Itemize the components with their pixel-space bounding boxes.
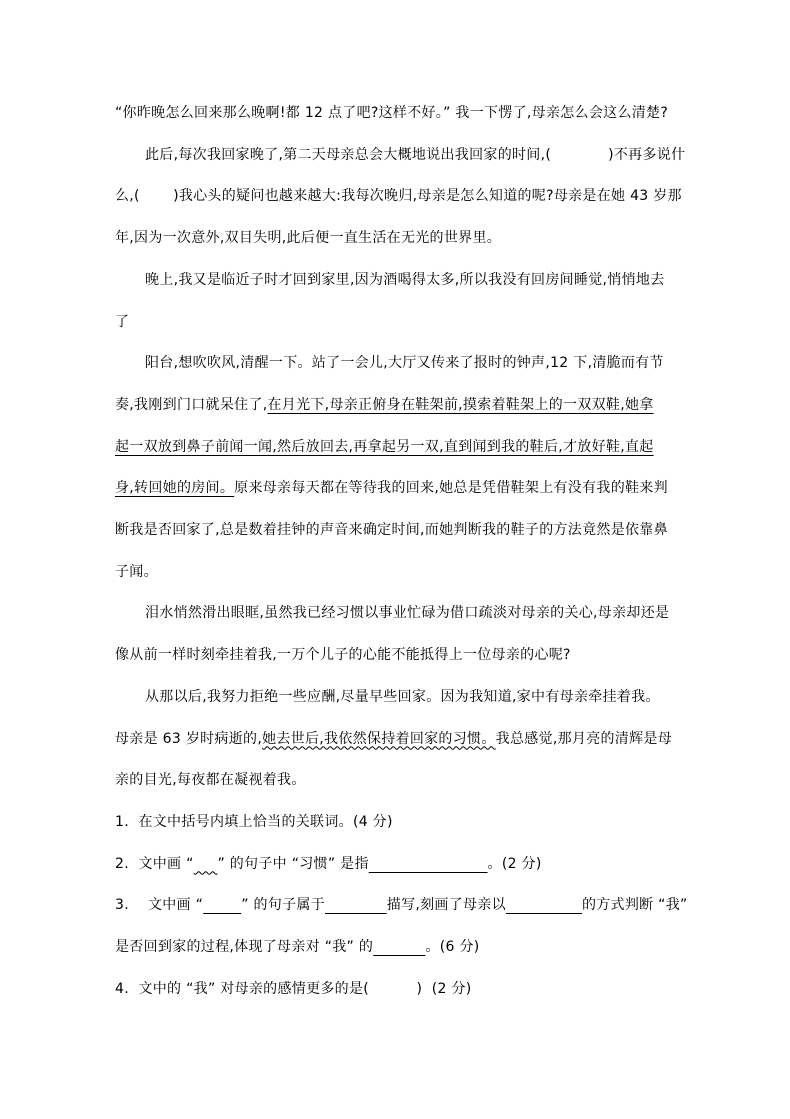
text-run: 。(6 分) <box>425 939 480 956</box>
text-run: 1. 在文中括号内填上恰当的关联词。(4 分) <box>115 813 393 830</box>
text-run: 年,因为一次意外,双目失明,此后便一直生活在无光的世界里。 <box>115 230 502 247</box>
text-run: 阳台,想吹吹风,清醒一下。站了一会儿,大厅又传来了报时的钟声,12 下,清脆而有节 <box>145 355 664 372</box>
question-line <box>115 844 700 886</box>
question-line <box>115 969 700 1011</box>
passage-line <box>115 135 700 177</box>
text-run: 母亲是 63 岁时病逝的, <box>115 730 263 747</box>
passage-line <box>115 552 700 594</box>
questions-section <box>115 802 700 1011</box>
text-run: 。(2 分) <box>487 855 542 872</box>
passage-line <box>115 677 700 719</box>
passage-line <box>115 302 700 344</box>
text-run: “你昨晚怎么回来那么晚啊!都 12 点了吧?这样不好。” 我一下愣了,母亲怎么会这么清楚? <box>115 105 669 121</box>
text-run: 此后,每次我回家晚了,第二天母亲总会大概地说出我回家的时间,( )不再多说什 <box>145 146 686 163</box>
passage <box>115 93 700 802</box>
wavy-underlined-text-run: 她去世后,我依然保持着回家的习惯。 <box>262 730 496 747</box>
text-run: 亲的目光,每夜都在凝视着我。 <box>115 772 306 789</box>
text-run: 2. 文中画 “ <box>115 855 194 872</box>
passage-line <box>115 93 700 135</box>
passage-line <box>115 468 700 510</box>
text-run: 断我是否回家了,总是数着挂钟的声音来确定时间,而她判断我的鞋子的方法竟然是依靠鼻 <box>115 522 668 539</box>
underlined-text-run: 在月光下,母亲正俯身在鞋架前,摸索着鞋架上的一双双鞋,她拿 <box>267 396 654 413</box>
underlined-text-run <box>369 856 488 872</box>
text-run: 了 <box>115 313 130 330</box>
passage-line <box>115 176 700 218</box>
wavy-underlined-text-run <box>194 856 218 872</box>
text-run: 描写,刻画了母亲以 <box>386 897 506 914</box>
text-run: ” 的句子属于 <box>241 897 325 914</box>
underlined-text-run: 身,转回她的房间。 <box>115 480 235 497</box>
passage-line <box>115 635 700 677</box>
underlined-text-run <box>373 939 425 955</box>
passage-line <box>115 218 700 260</box>
text-run: ” 的句子中 “习惯” 是指 <box>217 855 369 872</box>
text-run: 3. 文中画 “ <box>115 897 204 914</box>
text-run: 4. 文中的 “我” 对母亲的感情更多的是( ) (2 分) <box>115 980 472 997</box>
underlined-text-run <box>506 897 582 913</box>
text-run: 晚上,我又是临近子时才回到家里,因为酒喝得太多,所以我没有回房间睡觉,悄悄地去 <box>145 271 665 288</box>
text-run: 的方式判断 “我” <box>581 897 688 914</box>
passage-line <box>115 719 700 761</box>
text-run: 是否回到家的过程,体现了母亲对 “我” 的 <box>115 939 374 956</box>
underlined-text-run <box>203 897 241 913</box>
passage-line <box>115 510 700 552</box>
question-line <box>115 885 700 927</box>
text-run: 原来母亲每天都在等待我的回来,她总是凭借鞋架上有没有我的鞋来判 <box>234 480 668 497</box>
passage-line <box>115 427 700 469</box>
underlined-text-run <box>325 897 387 913</box>
text-run: 从那以后,我努力拒绝一些应酬,尽量早些回家。因为我知道,家中有母亲牵挂着我。 <box>145 688 660 705</box>
question-line <box>115 802 700 844</box>
passage-line <box>115 343 700 385</box>
question-line <box>115 927 700 969</box>
passage-line <box>115 593 700 635</box>
text-run: 子闻。 <box>115 563 158 580</box>
underlined-text-run: 起一双放到鼻子前闻一闻,然后放回去,再拿起另一双,直到闻到我的鞋后,才放好鞋,直起 <box>115 438 654 455</box>
passage-line <box>115 385 700 427</box>
passage-line <box>115 260 700 302</box>
text-run: 像从前一样时刻牵挂着我,一万个儿子的心能不能抵得上一位母亲的心呢? <box>115 647 571 664</box>
text-run: 泪水悄然滑出眼眶,虽然我已经习惯以事业忙碌为借口疏淡对母亲的关心,母亲却还是 <box>145 605 670 622</box>
text-run: 我总感觉,那月亮的清辉是母 <box>495 730 672 747</box>
text-run: 么,( )我心头的疑问也越来越大:我每次晚归,母亲是怎么知道的呢?母亲是在她 43 岁那 <box>115 188 682 205</box>
text-run: 奏,我刚到门口就呆住了, <box>115 396 268 413</box>
passage-line <box>115 760 700 802</box>
